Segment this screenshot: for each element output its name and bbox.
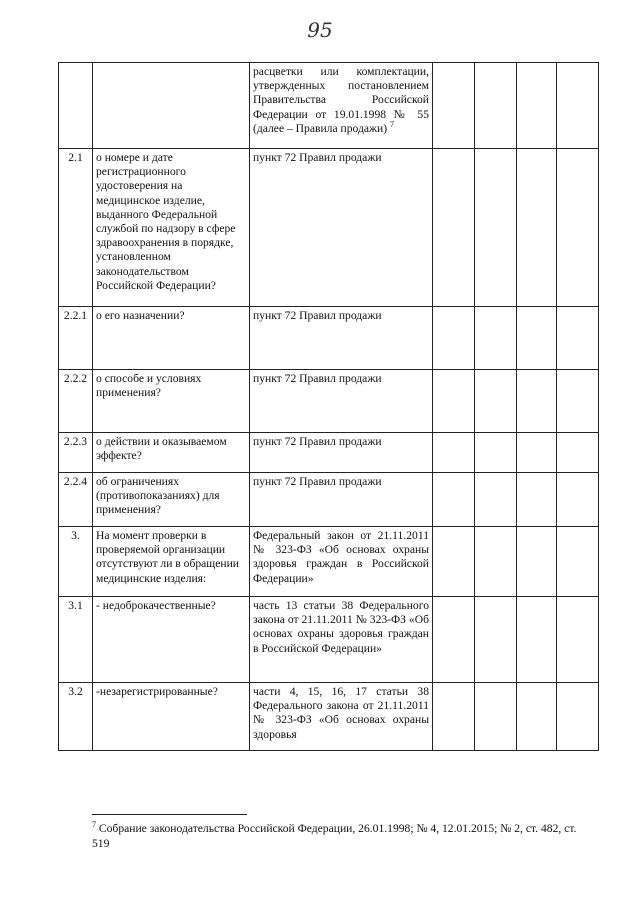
row-number: 2.1 (59, 149, 93, 307)
row-reference: расцветки или комплектации, утвержденных постановлением Правительства Российской Федерации от 19.01.1998 № 55 (далее – Правила продажи) $^7$ (250, 63, 433, 149)
table-cell-empty (475, 527, 517, 597)
row-reference: пункт 72 Правил продажи (250, 473, 433, 527)
row-question: о его назначении? (93, 307, 250, 370)
table-cell-empty (433, 307, 475, 370)
row-question: -незарегистрированные? (93, 683, 250, 751)
row-question: о номере и дате регистрационного удостоверения на медицинское изделие, выданного Федеральной службой по надзору в сфере здравоохранения в порядке, установленном законодательством Российской Федерации? (93, 149, 250, 307)
page-number: 95 (307, 18, 333, 42)
table-cell-empty (433, 597, 475, 683)
row-question (93, 63, 250, 149)
row-number: 2.2.3 (59, 433, 93, 473)
table-cell-empty (517, 149, 557, 307)
table-cell-empty (475, 149, 517, 307)
footnote-divider (92, 814, 247, 815)
row-question: На момент проверки в проверяемой организации отсутствуют ли в обращении медицинские изделия: (93, 527, 250, 597)
table-cell-empty (475, 307, 517, 370)
table-cell-empty (475, 473, 517, 527)
row-question: об ограничениях (противопоказаниях) для применения? (93, 473, 250, 527)
table-cell-empty (433, 527, 475, 597)
row-reference: пункт 72 Правил продажи (250, 307, 433, 370)
table-cell-empty (517, 307, 557, 370)
row-question: о способе и условиях применения? (93, 370, 250, 433)
checklist-table (58, 62, 599, 751)
row-reference: пункт 72 Правил продажи (250, 370, 433, 433)
row-number: 2.2.1 (59, 307, 93, 370)
table-cell-empty (557, 597, 599, 683)
row-number: 2.2.2 (59, 370, 93, 433)
table-row (59, 370, 599, 433)
row-number: 2.2.4 (59, 473, 93, 527)
table-cell-empty (433, 370, 475, 433)
table-cell-empty (557, 307, 599, 370)
table-cell-empty (517, 597, 557, 683)
table-cell-empty (475, 433, 517, 473)
footnote-text: Собрание законодательства Российской Федерации, 26.01.1998; № 4, 12.01.2015; № 2, ст. 482, ст. 519 (92, 822, 577, 850)
table-cell-empty (517, 527, 557, 597)
table-cell-empty (557, 149, 599, 307)
table-cell-empty (517, 433, 557, 473)
row-number: 3.1 (59, 597, 93, 683)
table-cell-empty (557, 683, 599, 751)
row-reference: Федеральный закон от 21.11.2011 № 323-ФЗ «Об основах охраны здоровья граждан в Российской Федерации» (250, 527, 433, 597)
table-cell-empty (557, 370, 599, 433)
table-cell-empty (557, 433, 599, 473)
table-row (59, 63, 599, 149)
table-cell-empty (433, 473, 475, 527)
table-cell-empty (557, 527, 599, 597)
table-cell-empty (517, 683, 557, 751)
footnote-mark: 7 (92, 820, 96, 830)
footnote (92, 821, 592, 851)
table-row (59, 149, 599, 307)
table-row (59, 683, 599, 751)
table-cell-empty (475, 370, 517, 433)
table-cell-empty (517, 370, 557, 433)
table-cell-empty (433, 149, 475, 307)
table-row (59, 597, 599, 683)
table-cell-empty (475, 63, 517, 149)
row-question: о действии и оказываемом эффекте? (93, 433, 250, 473)
row-number: 3.2 (59, 683, 93, 751)
row-number (59, 63, 93, 149)
table-cell-empty (475, 597, 517, 683)
table-row (59, 307, 599, 370)
table-cell-empty (557, 473, 599, 527)
table-row (59, 433, 599, 473)
table-cell-empty (517, 473, 557, 527)
table-cell-empty (433, 63, 475, 149)
row-number: 3. (59, 527, 93, 597)
table-cell-empty (433, 683, 475, 751)
row-reference: части 4, 15, 16, 17 статьи 38 Федерального закона от 21.11.2011 № 323-ФЗ «Об основах охраны здоровья (250, 683, 433, 751)
row-reference: пункт 72 Правил продажи (250, 149, 433, 307)
table-row (59, 473, 599, 527)
table-cell-empty (475, 683, 517, 751)
row-reference: часть 13 статьи 38 Федерального закона от 21.11.2011 № 323-ФЗ «Об основах охраны здоровья граждан в Российской Федерации» (250, 597, 433, 683)
table-cell-empty (433, 433, 475, 473)
table-cell-empty (557, 63, 599, 149)
row-reference: пункт 72 Правил продажи (250, 433, 433, 473)
footnote-ref: 7 (390, 119, 394, 129)
table-row (59, 527, 599, 597)
table-cell-empty (517, 63, 557, 149)
row-question: - недоброкачественные? (93, 597, 250, 683)
